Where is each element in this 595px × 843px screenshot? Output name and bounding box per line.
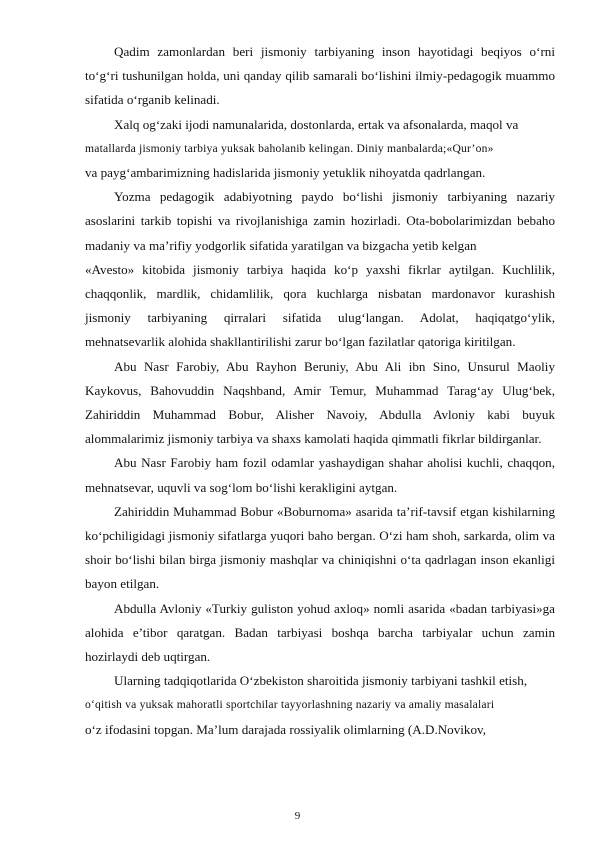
- paragraph-2-line-1: Xalq og‘zaki ijodi namunalarida, dostonlarda, ertak va afsonalarda, maqol va: [114, 116, 519, 132]
- page-number: 9: [294, 810, 301, 822]
- paragraph-9-line-2: o‘qitish va yuksak mahoratli sportchilar tayyorlashning nazariy va amaliy masalalari: [85, 698, 495, 712]
- paragraph-9-line-1: Ularning tadqiqotlarida O‘zbekiston sharoitida jismoniy tarbiyani tashkil etish,: [114, 673, 528, 689]
- paragraph-6: Abu Nasr Farobiy ham fozil odamlar yashaydigan shahar aholisi kuchli, chaqqon, mehnatsevar, uquvli va sog‘lom bo‘lishi kerakligini aytgan.: [85, 455, 555, 495]
- paragraph-1: Qadim zamonlardan beri jismoniy tarbiyaning inson hayotidagi beqiyos o‘rni to‘g‘ri tushunilgan holda, uni qanday qilib samarali bo‘lishini ilmiy-pedagogik muammo sifatida o‘rganib kelinadi.: [85, 44, 555, 108]
- paragraph-2-line-3: va payg‘ambarimizning hadislarida jismoniy yetuklik nihoyatda qadrlangan.: [85, 165, 486, 181]
- paragraph-2-line-2: matallarda jismoniy tarbiya yuksak baholanib kelingan. Diniy manbalarda;«Qur’on»: [85, 141, 494, 155]
- paragraph-3: Yozma pedagogik adabiyotning paydo bo‘lishi jismoniy tarbiyaning nazariy asoslarini tarkib topishi va rivojlanishiga zamin hozirladi. Ota-bobolarimizdan bebaho madaniy va ma’rifiy yodgorlik sifatida yaratilgan va bizgacha yetib kelgan: [85, 189, 555, 253]
- document-page: [85, 40, 555, 742]
- paragraph-8: Abdulla Avloniy «Turkiy guliston yohud axloq» nomli asarida «badan tarbiyasi»ga alohida e’tibor qaratgan. Badan tarbiyasi boshqa barcha tarbiyalar uchun zamin hozirlaydi deb uqtirgan.: [85, 600, 555, 665]
- paragraph-5: Abu Nasr Farobiy, Abu Rayhon Beruniy, Abu Ali ibn Sino, Unsurul Maoliy Kaykovus, Bahovuddin Naqshband, Amir Temur, Muhammad Tarag‘ay Ulug‘bek, Zahiriddin Muhammad Bobur, Alisher Navoiy, Abdulla Avloniy kabi buyuk alommalarimiz jismoniy tarbiya va shaxs kamolati haqida qimmatli fikrlar bildirganlar.: [85, 358, 555, 447]
- paragraph-4: «Avesto» kitobida jismoniy tarbiya haqida ko‘p yaxshi fikrlar aytilgan. Kuchlilik, chaqqonlik, mardlik, chidamlilik, qora kuchlarga nisbatan mardonavor kurashish jismoniy tarbiyaning qirralari sifatida ulug‘langan. Adolat, haqiqatgo‘ylik, mehnatsevarlik alohida shakllantirilishi zarur bo‘lgan fazilatlar qatoriga kiritilgan.: [85, 261, 555, 350]
- paragraph-9-line-3: o‘z ifodasini topgan. Ma’lum darajada rossiyalik olimlarning (A.D.Novikov,: [85, 721, 486, 737]
- paragraph-7: Zahiriddin Muhammad Bobur «Boburnoma» asarida ta’rif-tavsif etgan kishilarning ko‘pchiligidagi jismoniy sifatlarga yuqori baho bergan. O‘zi ham shoh, sarkarda, olim va shoir bo‘lishi bilan birga jismoniy mashqlar va chiniqishni o‘ta qadrlagan inson ekanligi bayon etilgan.: [85, 503, 555, 592]
